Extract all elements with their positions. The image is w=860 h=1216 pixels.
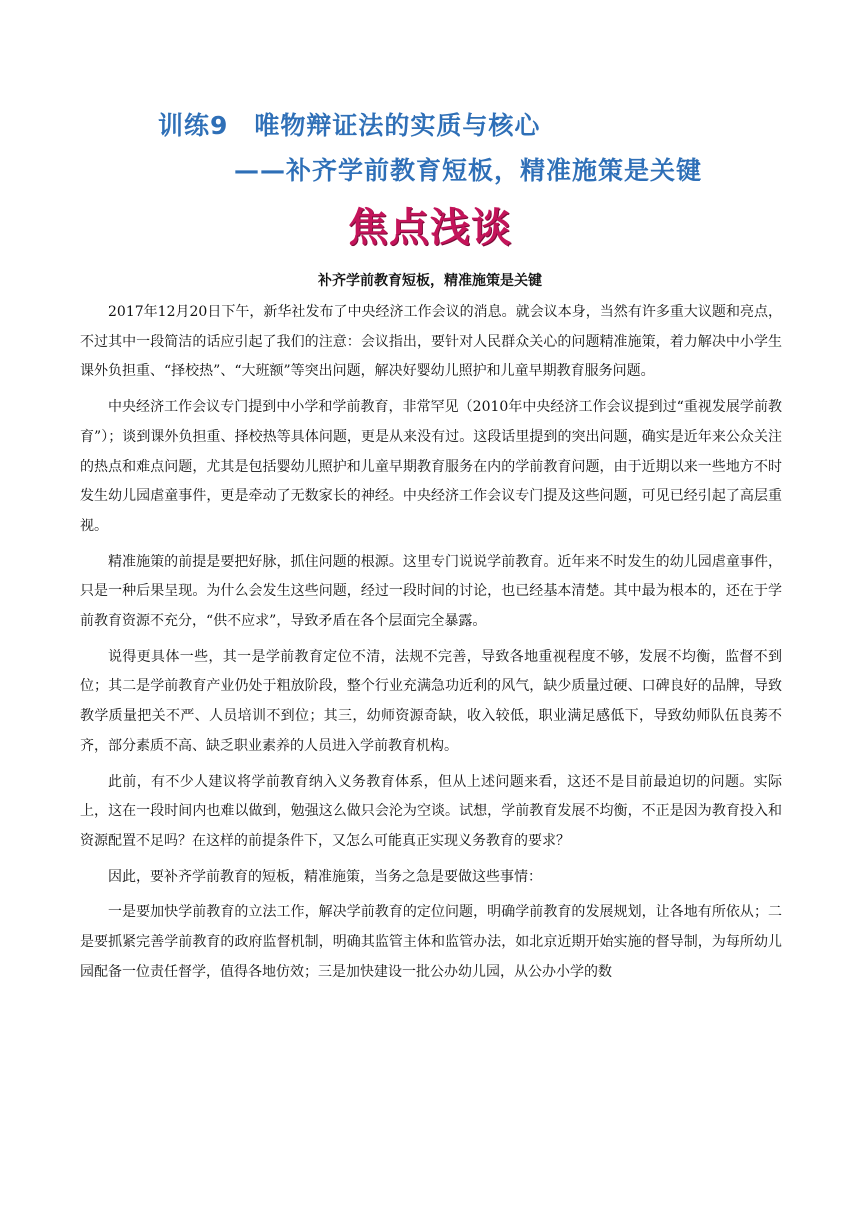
focus-banner: 焦点浅谈 <box>348 205 512 251</box>
paragraph: 一是要加快学前教育的立法工作，解决学前教育的定位问题，明确学前教育的发展规划，让各地有所依从；二是要抓紧完善学前教育的政府监督机制，明确其监管主体和监管办法，如北京近期开始实施的督导制，为每所幼儿园配备一位责任督学，值得各地仿效；三是加快建设一批公办幼儿园，从公办小学的数 <box>80 904 782 980</box>
document-title-line1: 训练9 唯物辩证法的实质与核心 <box>158 111 541 140</box>
article-body <box>80 298 782 987</box>
document-title-line2: ——补齐学前教育短板，精准施策是关键 <box>234 156 703 185</box>
paragraph: 精准施策的前提是要把好脉，抓住问题的根源。这里专门说说学前教育。近年来不时发生的幼儿园虐童事件，只是一种后果呈现。为什么会发生这些问题，经过一段时间的讨论，也已经基本清楚。其中最为根本的，还在于学前教育资源不充分，“供不应求”，导致矛盾在各个层面完全暴露。 <box>80 553 782 630</box>
article-subtitle: 补齐学前教育短板，精准施策是关键 <box>318 273 542 289</box>
paragraph: 此前，有不少人建议将学前教育纳入义务教育体系，但从上述问题来看，这还不是目前最迫切的问题。实际上，这在一段时间内也难以做到，勉强这么做只会沦为空谈。试想，学前教育发展不均衡，不正是因为教育投入和资源配置不足吗？在这样的前提条件下，又怎么可能真正实现义务教育的要求？ <box>80 773 782 849</box>
paragraph: 因此，要补齐学前教育的短板，精准施策，当务之急是要做这些事情： <box>108 868 542 885</box>
paragraph: 中央经济工作会议专门提到中小学和学前教育，非常罕见（2010年中央经济工作会议提到过“重视发展学前教育”）；谈到课外负担重、择校热等具体问题，更是从来没有过。这段话里提到的突出问题，确实是近年来公众关注的热点和难点问题，尤其是包括婴幼儿照护和儿童早期教育服务在内的学前教育问题，由于近期以来一些地方不时发生幼儿园虐童事件，更是牵动了无数家长的神经。中央经济工作会议专门提及这些问题，可见已经引起了高层重视。 <box>80 399 782 534</box>
paragraph: 说得更具体一些，其一是学前教育定位不清，法规不完善，导致各地重视程度不够，发展不均衡，监督不到位；其二是学前教育产业仍处于粗放阶段，整个行业充满急功近利的风气，缺少质量过硬、口碑良好的品牌，导致教学质量把关不严、人员培训不到位；其三，幼师资源奇缺，收入较低，职业满足感低下，导致幼师队伍良莠不齐，部分素质不高、缺乏职业素养的人员进入学前教育机构。 <box>80 648 782 754</box>
paragraph: 2017年12月20日下午，新华社发布了中央经济工作会议的消息。就会议本身，当然有许多重大议题和亮点，不过其中一段简洁的话应引起了我们的注意：会议指出，要针对人民群众关心的问题精准施策，着力解决中小学生课外负担重、“择校热”、“大班额”等突出问题，解决好婴幼儿照护和儿童早期教育服务问题。 <box>80 304 782 380</box>
